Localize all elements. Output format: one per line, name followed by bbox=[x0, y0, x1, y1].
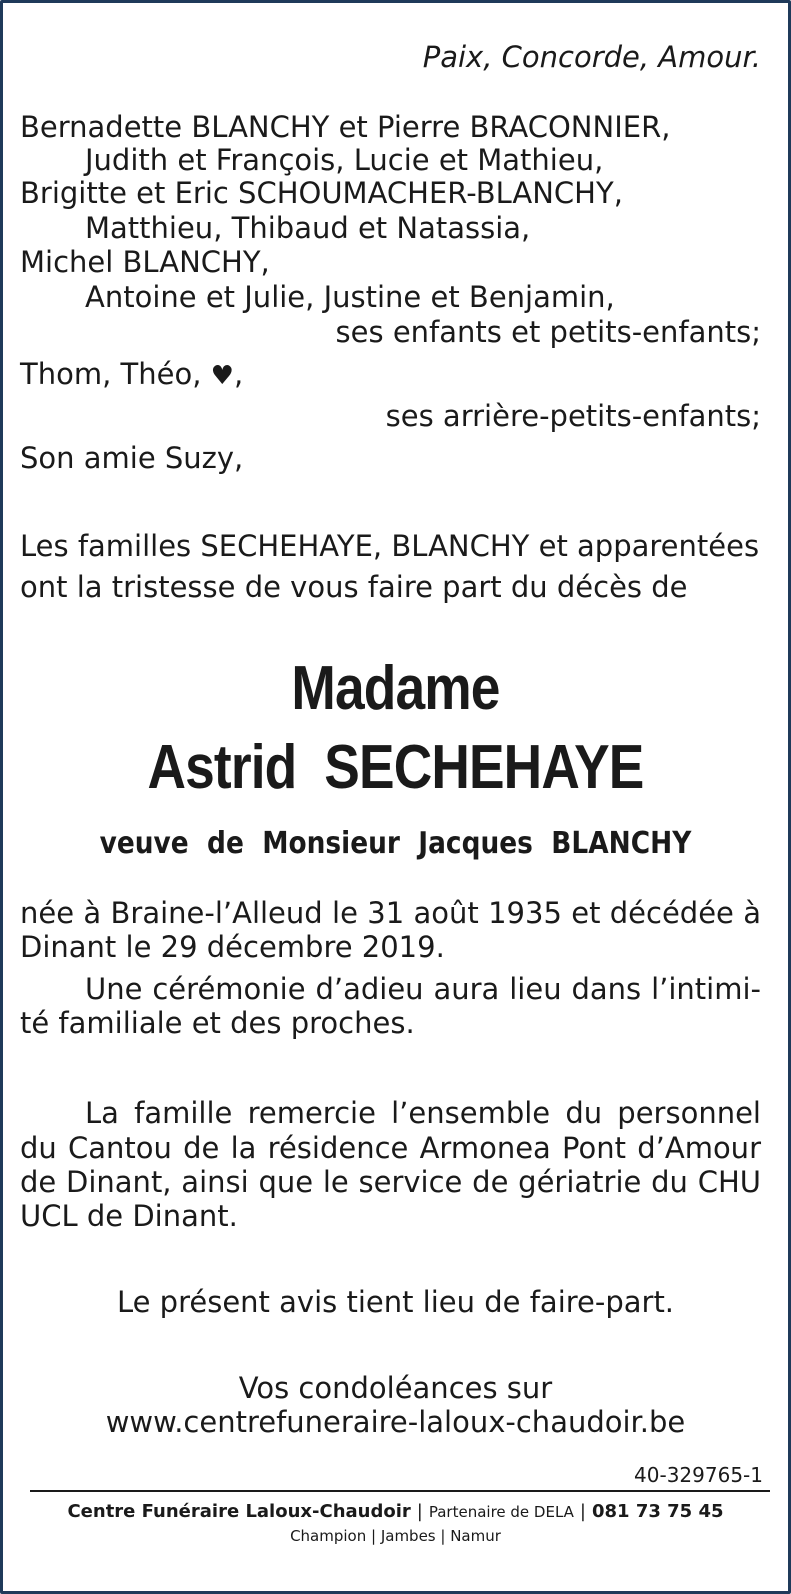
phone-number[interactable]: 081 73 75 45 bbox=[592, 1501, 724, 1522]
family-line-8 bbox=[20, 357, 243, 393]
family-line-10: Son amie Suzy, bbox=[20, 441, 244, 475]
condolences-label: Vos condoléances sur bbox=[238, 1371, 553, 1405]
deceased-title: Madame bbox=[291, 654, 500, 723]
family-line-1: Bernadette BLANCHY et Pierre BRACONNIER, bbox=[20, 110, 671, 144]
thanks-line-1: La famille remercie l’ensemble du personnel bbox=[85, 1096, 761, 1130]
family-line-3: Brigitte et Eric SCHOUMACHER-BLANCHY, bbox=[20, 176, 623, 210]
widow-of: veuve de Monsieur Jacques BLANCHY bbox=[99, 826, 692, 861]
family-line-7: ses enfants et petits-enfants; bbox=[335, 315, 761, 349]
family-line-5: Michel BLANCHY, bbox=[20, 245, 270, 279]
details-line-1: née à Braine-l’Alleud le 31 août 1935 et décédée à bbox=[20, 896, 761, 930]
notice-statement: Le présent avis tient lieu de faire-part. bbox=[116, 1285, 675, 1319]
family-line-4: Matthieu, Thibaud et Natassia, bbox=[85, 211, 531, 245]
thanks-line-4: UCL de Dinant. bbox=[20, 1199, 238, 1233]
family-line-2: Judith et François, Lucie et Mathieu, bbox=[85, 143, 604, 177]
thanks-line-2: du Cantou de la résidence Armonea Pont d’Amour bbox=[20, 1131, 761, 1165]
announce-line-2: ont la tristesse de vous faire part du décès de bbox=[20, 570, 688, 604]
family-line-6: Antoine et Julie, Justine et Benjamin, bbox=[85, 280, 615, 314]
company-name: Centre Funéraire Laloux-Chaudoir bbox=[67, 1501, 411, 1522]
family-line-8-end: , bbox=[233, 357, 244, 391]
heart-icon: ♥ bbox=[210, 361, 234, 391]
deceased-name: Astrid SECHEHAYE bbox=[147, 733, 644, 802]
announce-line-1: Les familles SECHEHAYE, BLANCHY et apparentées bbox=[20, 529, 760, 563]
footer-divider bbox=[30, 1490, 770, 1492]
motto: Paix, Concorde, Amour. bbox=[422, 40, 761, 74]
family-line-8-text: Thom, Théo, bbox=[20, 357, 202, 391]
thanks-line-3: de Dinant, ainsi que le service de gériatrie du CHU bbox=[20, 1165, 761, 1199]
family-line-9: ses arrière-petits-enfants; bbox=[385, 399, 761, 433]
condolences-url[interactable]: www.centrefuneraire-laloux-chaudoir.be bbox=[105, 1405, 686, 1439]
details-line-4: té familiale et des proches. bbox=[20, 1006, 415, 1040]
footer-company-line: Centre Funéraire Laloux-Chaudoir | Partenaire de DELA | 081 73 75 45 bbox=[67, 1501, 724, 1522]
reference-number: 40-329765-1 bbox=[634, 1463, 763, 1487]
details-line-3: Une cérémonie d’adieu aura lieu dans l’intimi- bbox=[85, 972, 761, 1006]
details-line-2: Dinant le 29 décembre 2019. bbox=[20, 930, 445, 964]
footer-locations: Champion | Jambes | Namur bbox=[290, 1527, 501, 1545]
partner-text: Partenaire de DELA bbox=[428, 1503, 574, 1521]
